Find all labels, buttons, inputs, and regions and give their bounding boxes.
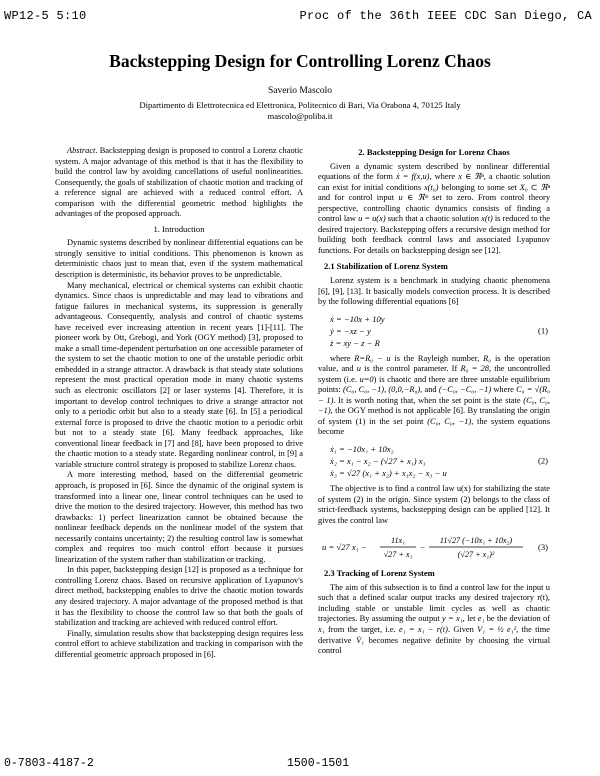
- page-range-footer: 1500-1501: [287, 757, 350, 770]
- right-column: [318, 143, 550, 657]
- abstract-label: Abstract: [67, 146, 96, 155]
- abstract-text: Backstepping design is proposed to control a Lorenz chaotic system. A major advantage of this method is that it has the flexibility to build the control law by avoiding cancellations of useful nonlinearities. Consequently, the goals of stabilization of chaotic motion and tracking of a reference signal are achieved with a reduced control effort. A comparison with the differential geometric method highlights the advantages of the proposed approach.: [55, 146, 304, 219]
- proceedings-header: Proc of the 36th IEEE CDC San Diego, CA: [299, 9, 592, 23]
- control-law-svg: [318, 532, 550, 562]
- author-affiliation: Dipartimento di Elettrotecnica ed Elettronica, Politecnico di Bari, Via Orabona 4, 70125 Italy: [139, 100, 461, 110]
- fraction-numerator: 11x₁: [390, 536, 406, 546]
- subsection-heading: 2.3 Tracking of Lorenz System: [324, 568, 435, 579]
- isbn-footer: 0-7803-4187-2: [4, 757, 94, 770]
- equation-line: ẏ = −xz − y: [330, 325, 371, 336]
- paragraph: The objective is to find a control law u(x) for stabilizing the state of system (2) in the origin. Since system (2) belongs to the class of strict-feedback systems, backstepping design can be applied [12]. It gives the control law: [318, 484, 550, 525]
- equation-2: [318, 443, 550, 479]
- section-heading: 2. Backstepping Design for Lorenz Chaos: [358, 147, 510, 157]
- paragraph: A more interesting method, based on the differential geometric approach, is proposed in [6]. Since the dynamic of the original system is transformed into a linear one, linear control techniques can be used to drive the motion to the desired trajectory. However, this method has two drawbacks: 1) perfect linearization cannot be obtained because the nonlinear feedback depends on the nonlinear model of the system that necessarily contains uncertainty; 2) the resulting control law is somewhat complex and requires too much control effort because it pursues linearization of the system rather than stabilization or tracking.: [55, 470, 303, 564]
- paragraph: In this paper, backstepping design [12] is proposed as a technique for controlling Lorenz chaos. Based on recursive application of Lyapunov's direct method, backstepping enables to drive the chaotic motion towards any desired trajectory. A major advantage of the proposed method is that it has the flexibility to choose the control law so that both the goals of stabilization and tracking are achieved with reduced control effort.: [55, 565, 303, 628]
- paragraph: Finally, simulation results show that backstepping design requires less control effort to achieve stabilization and tracking in comparison with the differential geometric approach proposed in [6].: [55, 628, 303, 659]
- paragraph: where R=R₀ − u is the Rayleigh number, R₀ is the operation value, and u is the control parameter. If R₀ = 28, the uncontrolled system (i.e. u=0) is chaotic and there are three unstable equilibrium points: (C₀, C₀, −1), (0,0,−R₀), and (−C₀, −C₀, −1) where C₀ = √(R₀ − 1). It is worth noting that, when the set point is the state (C₀, C₀, −1), the OGY method is not applicable [6]. By translating the origin of system (1) in the set point (C₀, C₀, −1), the system equations become: [318, 353, 551, 437]
- session-code: WP12-5 5:10: [4, 9, 87, 23]
- equation-1: [318, 313, 550, 349]
- paragraph: Given a dynamic system described by nonlinear differential equations of the form ẋ = f(x,u), where x ∈ ℜⁿ, a chaotic solution can exist for initial conditions x(t₀) belonging to some set X₀ ⊂ ℜⁿ and for control input u ∈ ℜᵐ set to zero. From control theory perspective, controlling chaotic dynamics consists of finding a control law u = u(x) such that a chaotic solution x(t) is reduced to the desired trajectory. Backstepping offers a recursive design method for building both feedback control laws and associated Lyapunov functions. For details on backstepping design see [12].: [318, 161, 551, 255]
- paragraph: Lorenz system is a benchmark in studying chaotic phenomena [6], [9], [13]. It basically models convection process. It is described by the following differential equations [6]: [318, 276, 550, 307]
- equation-line: ẋ₂ = x₁ − x₂ − (√27 + x₁) x₃: [330, 456, 426, 467]
- abstract: Abstract. Backstepping design is proposed to control a Lorenz chaotic system. A major advantage of this method is that it has the flexibility to build the control law by avoiding cancellations of useful nonlinearities. Consequently, the goals of stabilization of chaotic motion and tracking of a reference signal are achieved with a reduced control effort. A comparison with the differential geometric method highlights the advantages of the proposed approach.: [55, 146, 304, 219]
- paper-title: Backstepping Design for Controlling Lorenz Chaos: [109, 51, 491, 71]
- fraction-denominator: √27 + x₁: [383, 550, 413, 560]
- paragraph: The aim of this subsection is to find a control law for the input u such that a defined scalar output tracks any desired trajectory r(t), including stable or unstable limit cycles as well as chaotic trajectories. By assuming the output y = x₁, let e₁ be the deviation of x₁ from the target, i.e. e₁ = x₁ − r(t). Given V₁ = ½ e₁², the time derivative V̇₁ becomes negative definite by choosing the virtual control: [318, 582, 551, 656]
- author-email: mascolo@poliba.it: [267, 111, 333, 121]
- equation-number: (1): [537, 325, 548, 336]
- section-heading: 1. Introduction: [153, 223, 205, 234]
- equation-line: ż = xy − z − R: [330, 337, 380, 348]
- left-column: [55, 146, 303, 660]
- paragraph: Many mechanical, electrical or chemical systems can exhibit chaotic dynamics. Since chaos is unpredictable and may lead to vibrations and fatigue failures in mechanical systems, its suppression is generally advantageous. Consequently, analysis and control of chaotic systems have received ever increasing attention in recent years [1]-[11]. The pioneer work by Ott, Grebogi, and York (OGY method) [3], proposed to make a small time-dependent perturbation on one accessible parameter of the system to set the chaotic motion to one of the unstable periodic orbit embedded in a strange attractor. A drawback is that steady state solutions represent the most practical operation mode in many chaotic systems such as electronic oscillators [2] or laser systems [4]. Therefore, it is important to develop control techniques to drive a strange attractor not only to a periodic orbit but also to a steady state [6]. In [5] a periodical external force is proposed to drive the chaotic motion to a periodic orbit but not to a steady state [6]. Many feedback approaches, like conventional linear feedback in [7] and [8], have been proposed to drive the chaotic motion to a steady state. Regarding nonlinear control, in [9] a variable structure control strategy is proposed to stabilize Lorenz chaos.: [55, 280, 303, 469]
- subsection-heading: 2.1 Stabilization of Lorenz System: [324, 261, 448, 272]
- equation-line: ẋ₃ = √27 (x₁ + x₂) + x₁x₂ − x₃ − u: [330, 468, 447, 479]
- paragraph: Dynamic systems described by nonlinear differential equations can be strongly sensitive to initial conditions. This phenomenon is known as deterministic chaos just to mean that, even if the system mathematical description is deterministic, its behavior proves to be unpredictable.: [55, 238, 303, 280]
- equation-3: [318, 532, 550, 562]
- equation-number: (2): [537, 455, 548, 466]
- equation-line: ẋ₁ = −10x₁ + 10x₂: [330, 444, 394, 455]
- fraction-numerator: 11√27 (−10x₁ + 10x₂): [439, 536, 513, 546]
- fraction-denominator: (√27 + x₁)²: [457, 550, 495, 560]
- equation-number: (3): [537, 542, 548, 553]
- author-name: Saverio Mascolo: [267, 86, 333, 96]
- equation-line: ẋ = −10x + 10y: [330, 313, 385, 324]
- minus-sign: −: [420, 542, 425, 553]
- control-law-lhs: u = √27 x₁ −: [322, 542, 367, 553]
